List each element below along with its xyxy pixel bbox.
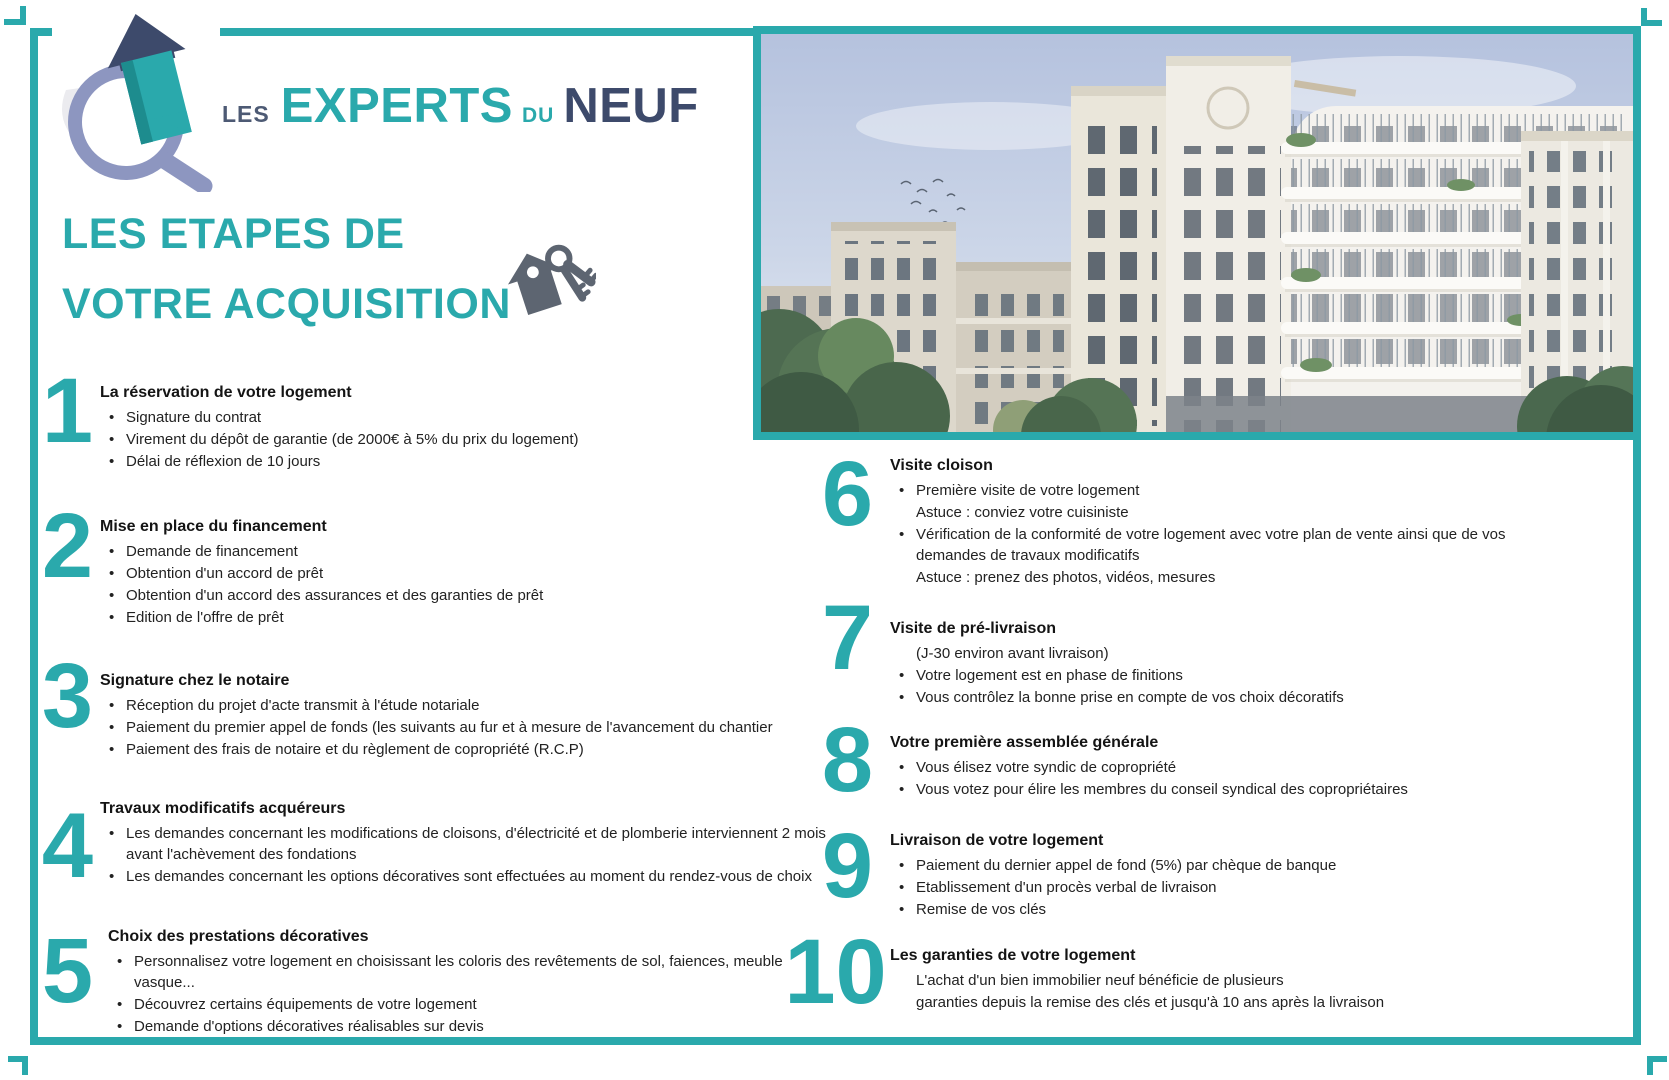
- step-title: Mise en place du financement: [100, 518, 327, 535]
- step-item: • Obtention d'un accord de prêt: [100, 563, 820, 584]
- building-illustration: [761, 34, 1633, 432]
- step-8-number: 8: [821, 709, 874, 811]
- logo-les: LES: [222, 101, 270, 127]
- logo-wordmark: [222, 78, 699, 134]
- logo-neuf: NEUF: [563, 79, 699, 133]
- step-10-number: 10: [784, 921, 887, 1023]
- step-item: • Personnalisez votre logement en choisissant les coloris des revêtements de sol, faiences, meuble vasque...: [108, 951, 828, 993]
- step-item: Astuce : prenez des photos, vidéos, mesures: [916, 569, 1216, 586]
- step-title: Signature chez le notaire: [100, 672, 290, 689]
- step-2: [100, 516, 820, 628]
- step-10: [890, 945, 1450, 1013]
- page-title-line1: LES ETAPES DE: [62, 210, 405, 258]
- step-item: • Paiement du dernier appel de fond (5%) par chèque de banque: [890, 855, 1558, 876]
- step-5: [108, 926, 828, 1037]
- step-1: [100, 382, 820, 472]
- step-item: (J-30 environ avant livraison): [916, 645, 1109, 662]
- step-6-number: 6: [821, 443, 874, 545]
- step-item: Astuce : conviez votre cuisiniste: [916, 504, 1129, 521]
- step-item: • Demande d'options décoratives réalisables sur devis: [108, 1016, 828, 1037]
- step-item: • Les demandes concernant les modifications de cloisons, d'électricité et de plomberie interviennent 2 mois avant l'achèvement des fondations: [100, 823, 830, 865]
- step-title: Visite de pré-livraison: [890, 620, 1056, 637]
- corner-mark-bottom-right: [1647, 1056, 1667, 1075]
- step-title: Votre première assemblée générale: [890, 734, 1159, 751]
- step-item: • Vous contrôlez la bonne prise en compte de vos choix décoratifs: [890, 687, 1558, 708]
- step-item: • Réception du projet d'acte transmit à l'étude notariale: [100, 695, 860, 716]
- page-title-line2: VOTRE ACQUISITION: [62, 280, 511, 328]
- step-9: [890, 830, 1558, 920]
- step-4-number: 4: [41, 795, 94, 897]
- step-item: • Première visite de votre logement: [890, 480, 1558, 501]
- step-item: • Virement du dépôt de garantie (de 2000€ à 5% du prix du logement): [100, 429, 820, 450]
- step-9-number: 9: [821, 815, 874, 917]
- logo-experts: EXPERTS: [280, 79, 513, 133]
- step-item: • Demande de financement: [100, 541, 820, 562]
- step-item: • Paiement du premier appel de fonds (les suivants au fur et à mesure de l'avancement du chantier: [100, 717, 860, 738]
- step-5-number: 5: [41, 920, 94, 1022]
- step-8: [890, 732, 1558, 800]
- step-item: • Edition de l'offre de prêt: [100, 607, 820, 628]
- step-item: garanties depuis la remise des clés et jusqu'à 10 ans après la livraison: [916, 994, 1385, 1011]
- step-item: • Remise de vos clés: [890, 899, 1558, 920]
- step-item: • Les demandes concernant les options décoratives sont effectuées au moment du rendez-vous de choix: [100, 866, 830, 887]
- step-4: [100, 798, 830, 887]
- step-1-number: 1: [41, 360, 94, 462]
- step-title: Travaux modificatifs acquéreurs: [100, 800, 346, 817]
- step-title: Choix des prestations décoratives: [108, 928, 369, 945]
- step-item: • Etablissement d'un procès verbal de livraison: [890, 877, 1558, 898]
- step-item: • Signature du contrat: [100, 407, 820, 428]
- step-item: • Délai de réflexion de 10 jours: [100, 451, 820, 472]
- step-title: Livraison de votre logement: [890, 832, 1104, 849]
- corner-mark-top-right: [1641, 8, 1662, 26]
- step-item: • Paiement des frais de notaire et du règlement de copropriété (R.C.P): [100, 739, 860, 760]
- step-7: [890, 618, 1558, 708]
- house-keys-icon: [498, 230, 596, 334]
- step-item: • Obtention d'un accord des assurances et des garanties de prêt: [100, 585, 820, 606]
- step-7-number: 7: [821, 587, 874, 689]
- hero-photo: [753, 26, 1641, 440]
- step-title: Les garanties de votre logement: [890, 947, 1136, 964]
- step-item: • Vous votez pour élire les membres du conseil syndical des copropriétaires: [890, 779, 1558, 800]
- corner-mark-top-left: [4, 6, 26, 25]
- logo-du: DU: [521, 104, 555, 127]
- step-item: • Découvrez certains équipements de votre logement: [108, 994, 828, 1015]
- house-magnifier-icon: [52, 0, 220, 192]
- step-item: • Votre logement est en phase de finitions: [890, 665, 1558, 686]
- step-item: • Vous élisez votre syndic de copropriété: [890, 757, 1558, 778]
- step-6: [890, 455, 1558, 588]
- step-3: [100, 670, 860, 760]
- step-title: La réservation de votre logement: [100, 384, 352, 401]
- step-title: Visite cloison: [890, 457, 993, 474]
- step-item: L'achat d'un bien immobilier neuf bénéficie de plusieurs: [916, 972, 1284, 989]
- step-2-number: 2: [41, 495, 94, 597]
- step-3-number: 3: [41, 645, 94, 747]
- step-item: • Vérification de la conformité de votre logement avec votre plan de vente ainsi que de vos demandes de travaux modificatifs: [890, 524, 1558, 566]
- corner-mark-bottom-left: [8, 1056, 28, 1075]
